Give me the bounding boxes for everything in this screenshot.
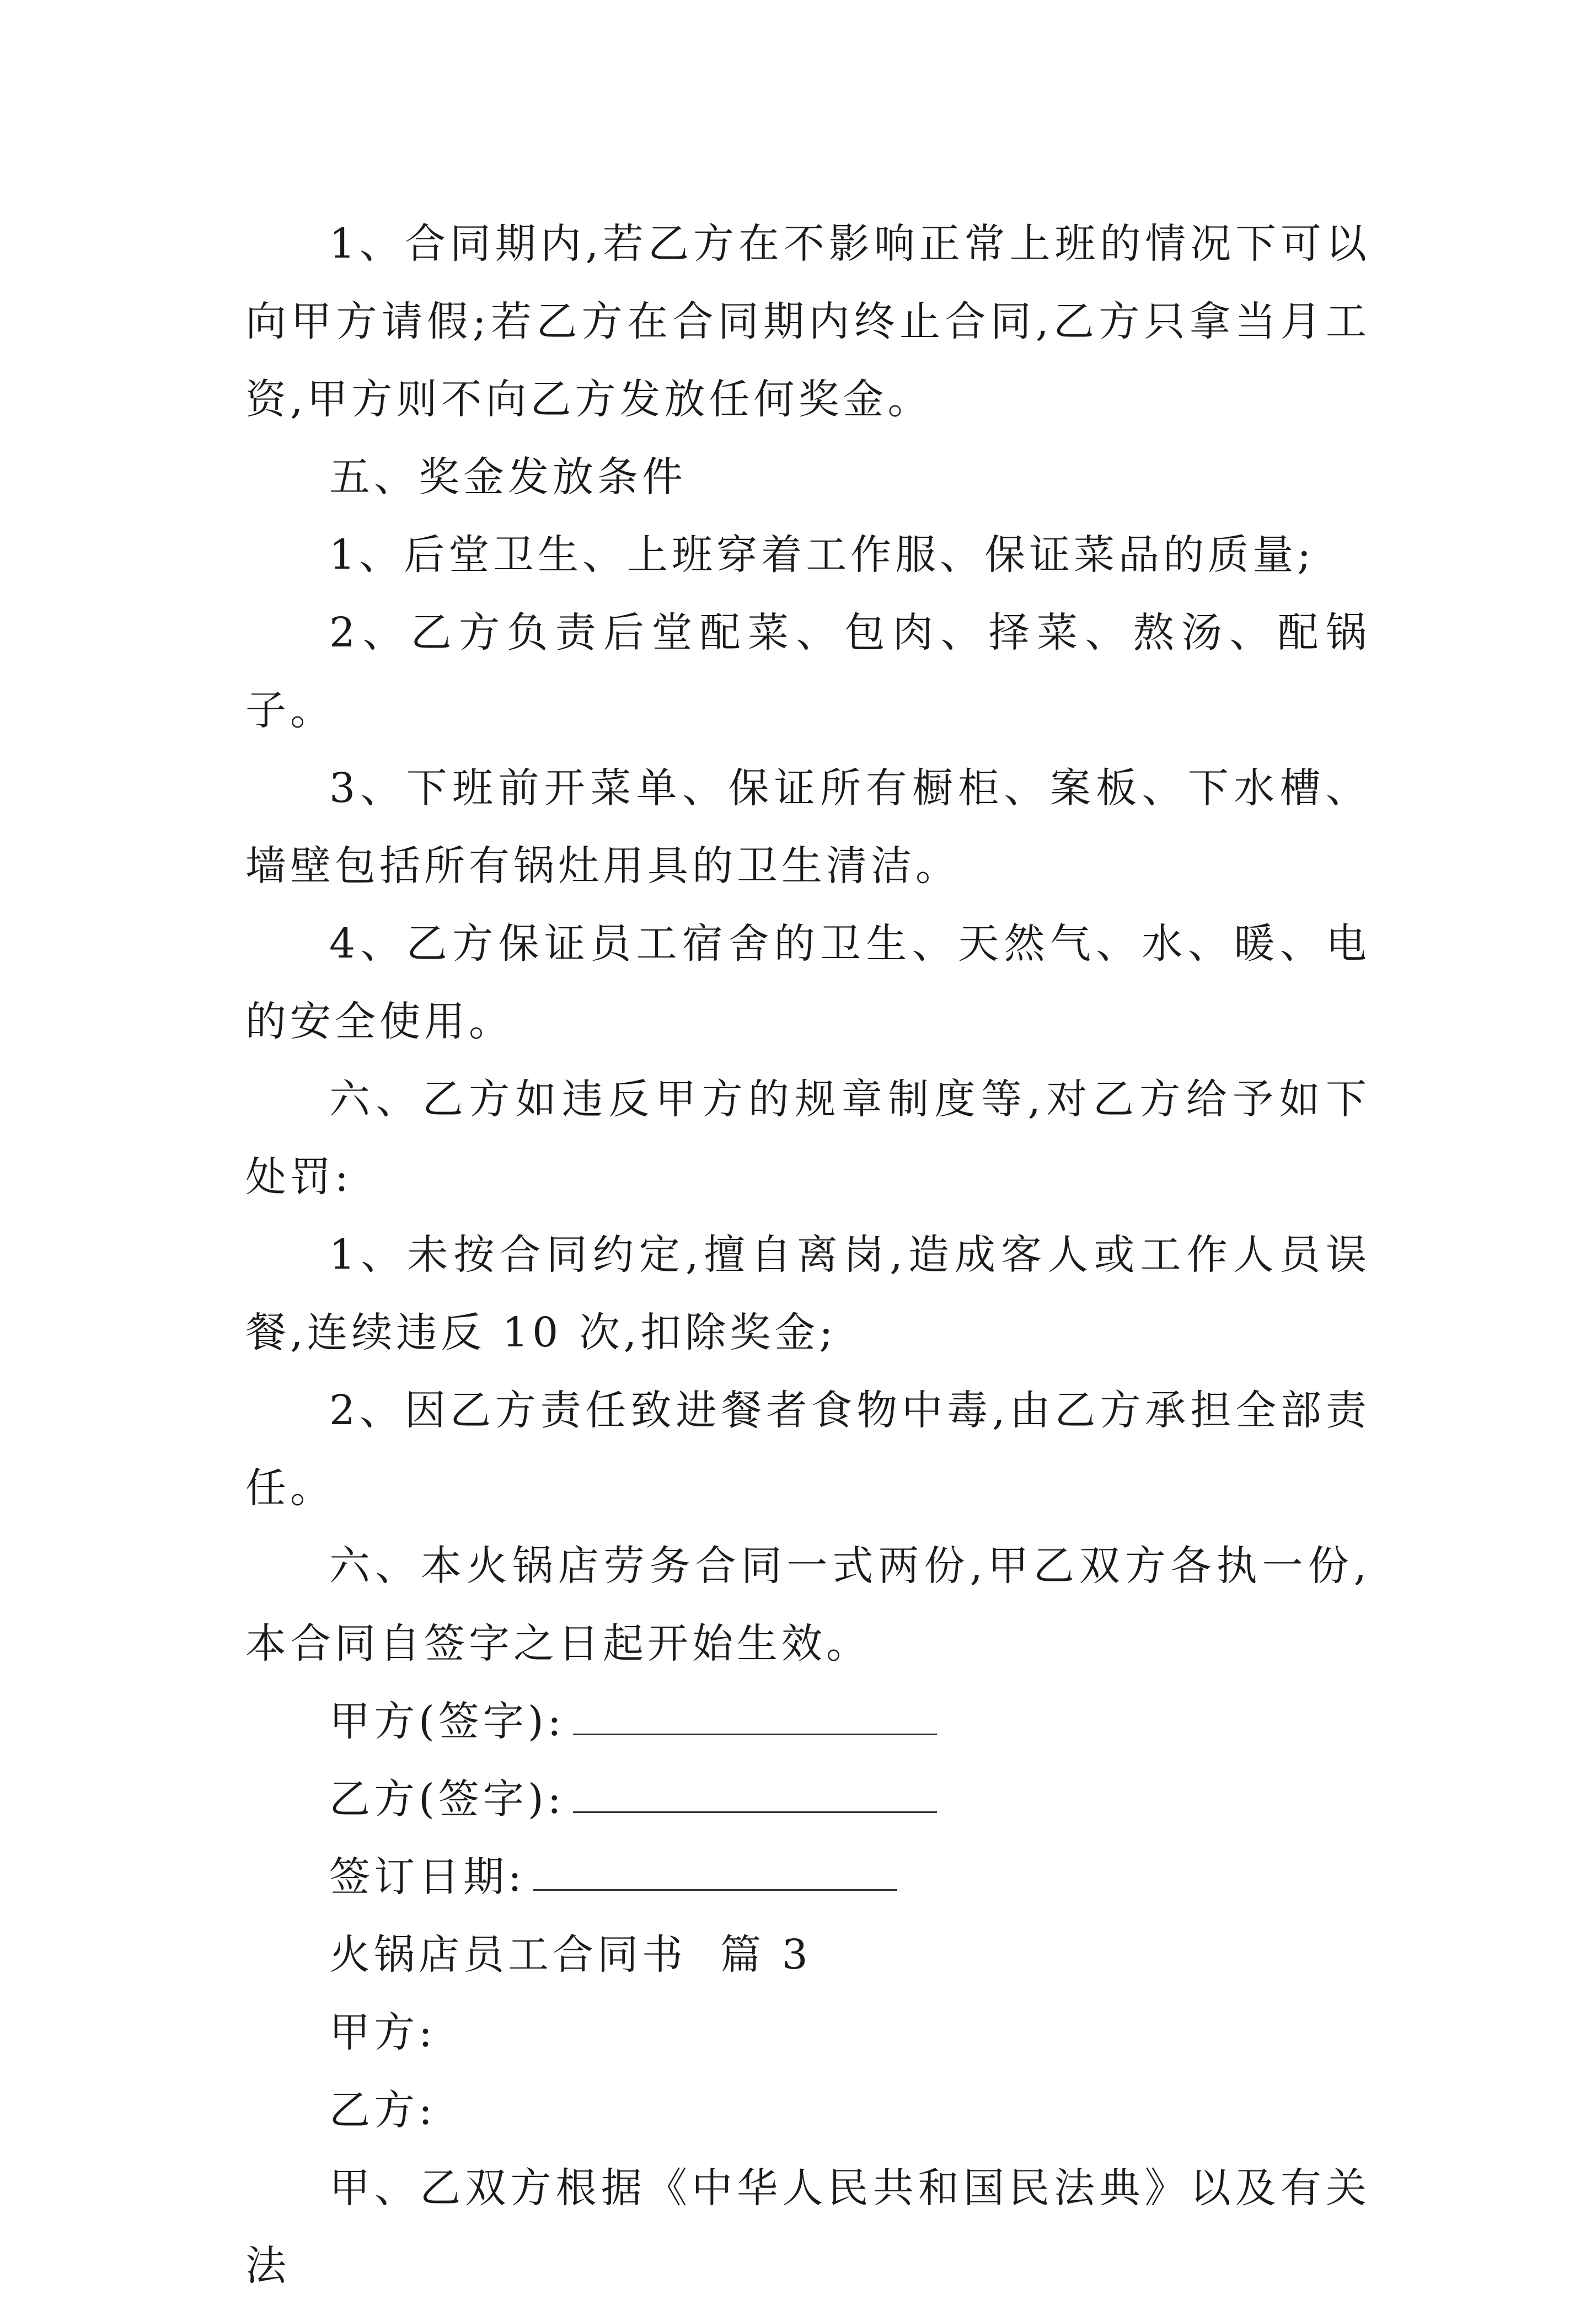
signature-party-b-line bbox=[573, 1811, 937, 1813]
signature-date bbox=[245, 1838, 1370, 1916]
signature-date-line bbox=[533, 1889, 897, 1891]
signature-party-a-line bbox=[573, 1734, 937, 1735]
bonus-condition-4: 4、乙方保证员工宿舍的卫生、天然气、水、暖、电的安全使用。 bbox=[245, 920, 1370, 1045]
section-title: 火锅店员工合同书 篇 3 bbox=[329, 1931, 812, 1978]
signature-party-a bbox=[245, 1683, 1370, 1761]
penalty-2: 2、因乙方责任致进餐者食物中毒,由乙方承担全部责任。 bbox=[245, 1387, 1370, 1512]
section-copies-effective: 六、本火锅店劳务合同一式两份,甲乙双方各执一份,本合同自签字之日起开始生效。 bbox=[245, 1542, 1370, 1667]
bonus-condition-1: 1、后堂卫生、上班穿着工作服、保证菜品的质量; bbox=[329, 531, 1315, 579]
signature-date-label: 签订日期: bbox=[329, 1853, 526, 1901]
bonus-condition-2: 2、乙方负责后堂配菜、包肉、择菜、熬汤、配锅子。 bbox=[245, 609, 1370, 734]
section-heading-penalties: 六、乙方如违反甲方的规章制度等,对乙方给予如下处罚: bbox=[245, 1076, 1370, 1201]
penalty-1: 1、未按合同约定,擅自离岗,造成客人或工作人员误餐,连续违反 10 次,扣除奖金; bbox=[245, 1231, 1370, 1356]
party-a-label: 甲方: bbox=[329, 2009, 436, 2056]
section-heading-bonus-conditions: 五、奖金发放条件 bbox=[329, 453, 687, 501]
signature-party-b-label: 乙方(签字): bbox=[329, 1775, 565, 1823]
document-body bbox=[245, 205, 1370, 2305]
party-b-label: 乙方: bbox=[329, 2087, 436, 2134]
bonus-condition-3: 3、下班前开菜单、保证所有橱柜、案板、下水槽、墙壁包括所有锅灶用具的卫生清洁。 bbox=[245, 764, 1370, 890]
closing-paragraph: 甲、乙双方根据《中华人民共和国民法典》以及有关法 bbox=[245, 2164, 1370, 2290]
clause-leave-termination: 1、合同期内,若乙方在不影响正常上班的情况下可以向甲方请假;若乙方在合同期内终止合同,乙方只拿当月工资,甲方则不向乙方发放任何奖金。 bbox=[245, 220, 1370, 423]
signature-party-a-label: 甲方(签字): bbox=[329, 1698, 565, 1745]
signature-party-b bbox=[245, 1761, 1370, 1838]
